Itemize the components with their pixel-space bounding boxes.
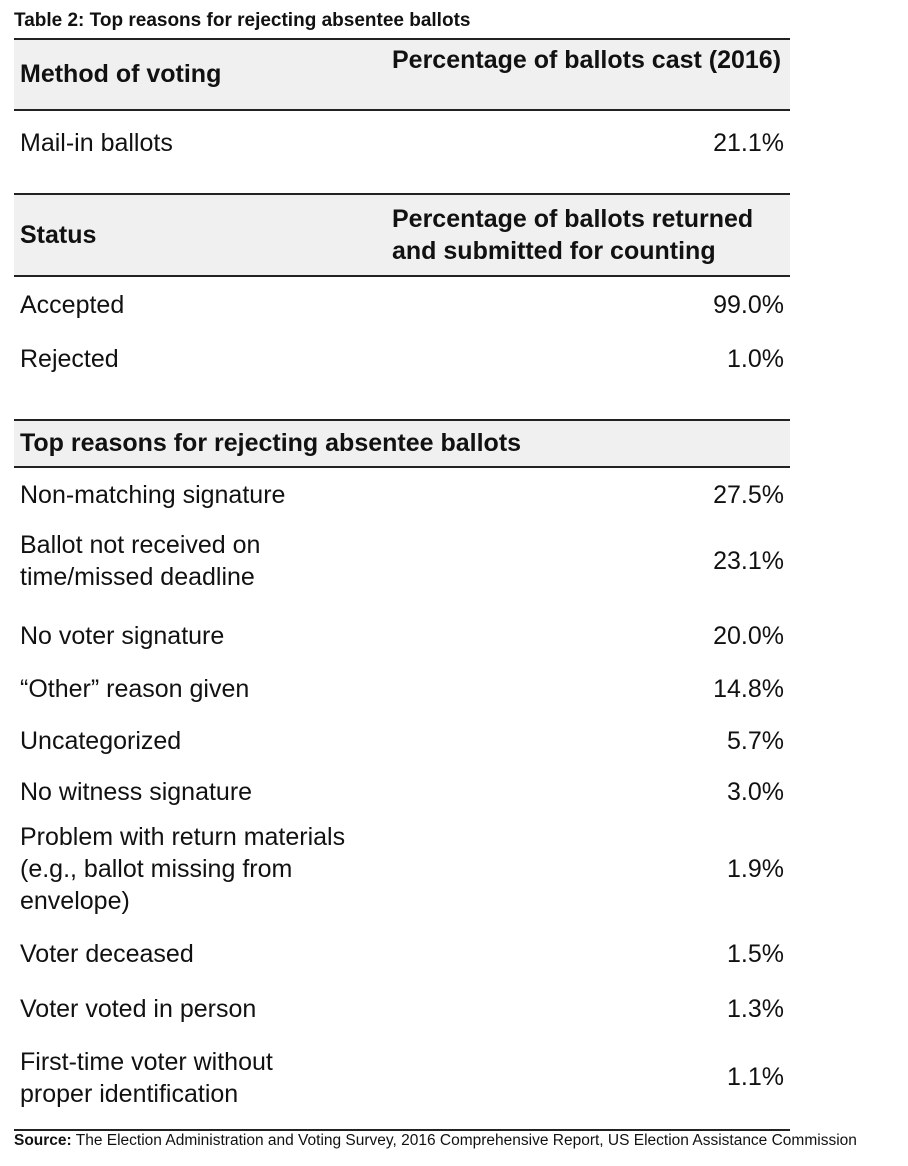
section3-header-left: Top reasons for rejecting absentee ballots <box>20 429 522 457</box>
table-row <box>14 663 790 716</box>
row-value: 21.1% <box>713 129 784 157</box>
row-label: Non-matching signature <box>20 481 286 509</box>
row-value: 20.0% <box>713 622 784 650</box>
table-bottom-rule <box>14 1129 790 1131</box>
row-label: “Other” reason given <box>20 675 250 703</box>
table-row <box>14 716 790 768</box>
table-row <box>14 768 790 818</box>
row-label: No witness signature <box>20 778 253 806</box>
table-row <box>14 468 790 526</box>
row-label: Voter deceased <box>20 940 194 968</box>
row-label: Accepted <box>20 291 125 319</box>
section2-header <box>14 193 790 277</box>
source-label: Source: <box>14 1132 72 1149</box>
row-value: 27.5% <box>713 481 784 509</box>
table-row <box>14 332 790 419</box>
row-label: Ballot not received on time/missed deadline <box>20 531 261 591</box>
table-row <box>14 277 790 332</box>
table-row <box>14 988 790 1043</box>
table-row <box>14 818 790 933</box>
section1-header <box>14 38 790 111</box>
table-row <box>14 610 790 663</box>
row-value: 5.7% <box>727 727 784 755</box>
row-label: Uncategorized <box>20 727 182 755</box>
section3-header <box>14 419 790 468</box>
data-table <box>14 38 790 1108</box>
row-label: Problem with return materials (e.g., ballot missing from envelope) <box>20 823 346 915</box>
section2-header-left: Status <box>20 221 97 249</box>
row-value: 1.1% <box>727 1063 784 1091</box>
row-label: Rejected <box>20 345 119 373</box>
row-value: 1.3% <box>727 995 784 1023</box>
table-row <box>14 1043 790 1108</box>
section1-header-left: Method of voting <box>20 60 222 88</box>
row-value: 99.0% <box>713 291 784 319</box>
row-value: 14.8% <box>713 675 784 703</box>
row-value: 1.0% <box>727 345 784 373</box>
table-row <box>14 933 790 988</box>
table-row <box>14 526 790 610</box>
row-value: 23.1% <box>713 547 784 575</box>
row-label: Voter voted in person <box>20 995 257 1023</box>
row-value: 1.9% <box>727 855 784 883</box>
section1-header-right: Percentage of ballots cast (2016) <box>392 46 782 74</box>
table-caption: Table 2: Top reasons for rejecting absentee ballots <box>14 10 471 31</box>
row-value: 1.5% <box>727 940 784 968</box>
row-label: First-time voter without proper identification <box>20 1048 273 1108</box>
source-note <box>14 1132 857 1150</box>
table-row <box>14 111 790 193</box>
section2-header-right: Percentage of ballots returned and submitted for counting <box>392 205 754 265</box>
source-text: The Election Administration and Voting Survey, 2016 Comprehensive Report, US Election Assistance Commission <box>71 1132 857 1149</box>
row-label: No voter signature <box>20 622 225 650</box>
row-value: 3.0% <box>727 778 784 806</box>
row-label: Mail-in ballots <box>20 129 173 157</box>
